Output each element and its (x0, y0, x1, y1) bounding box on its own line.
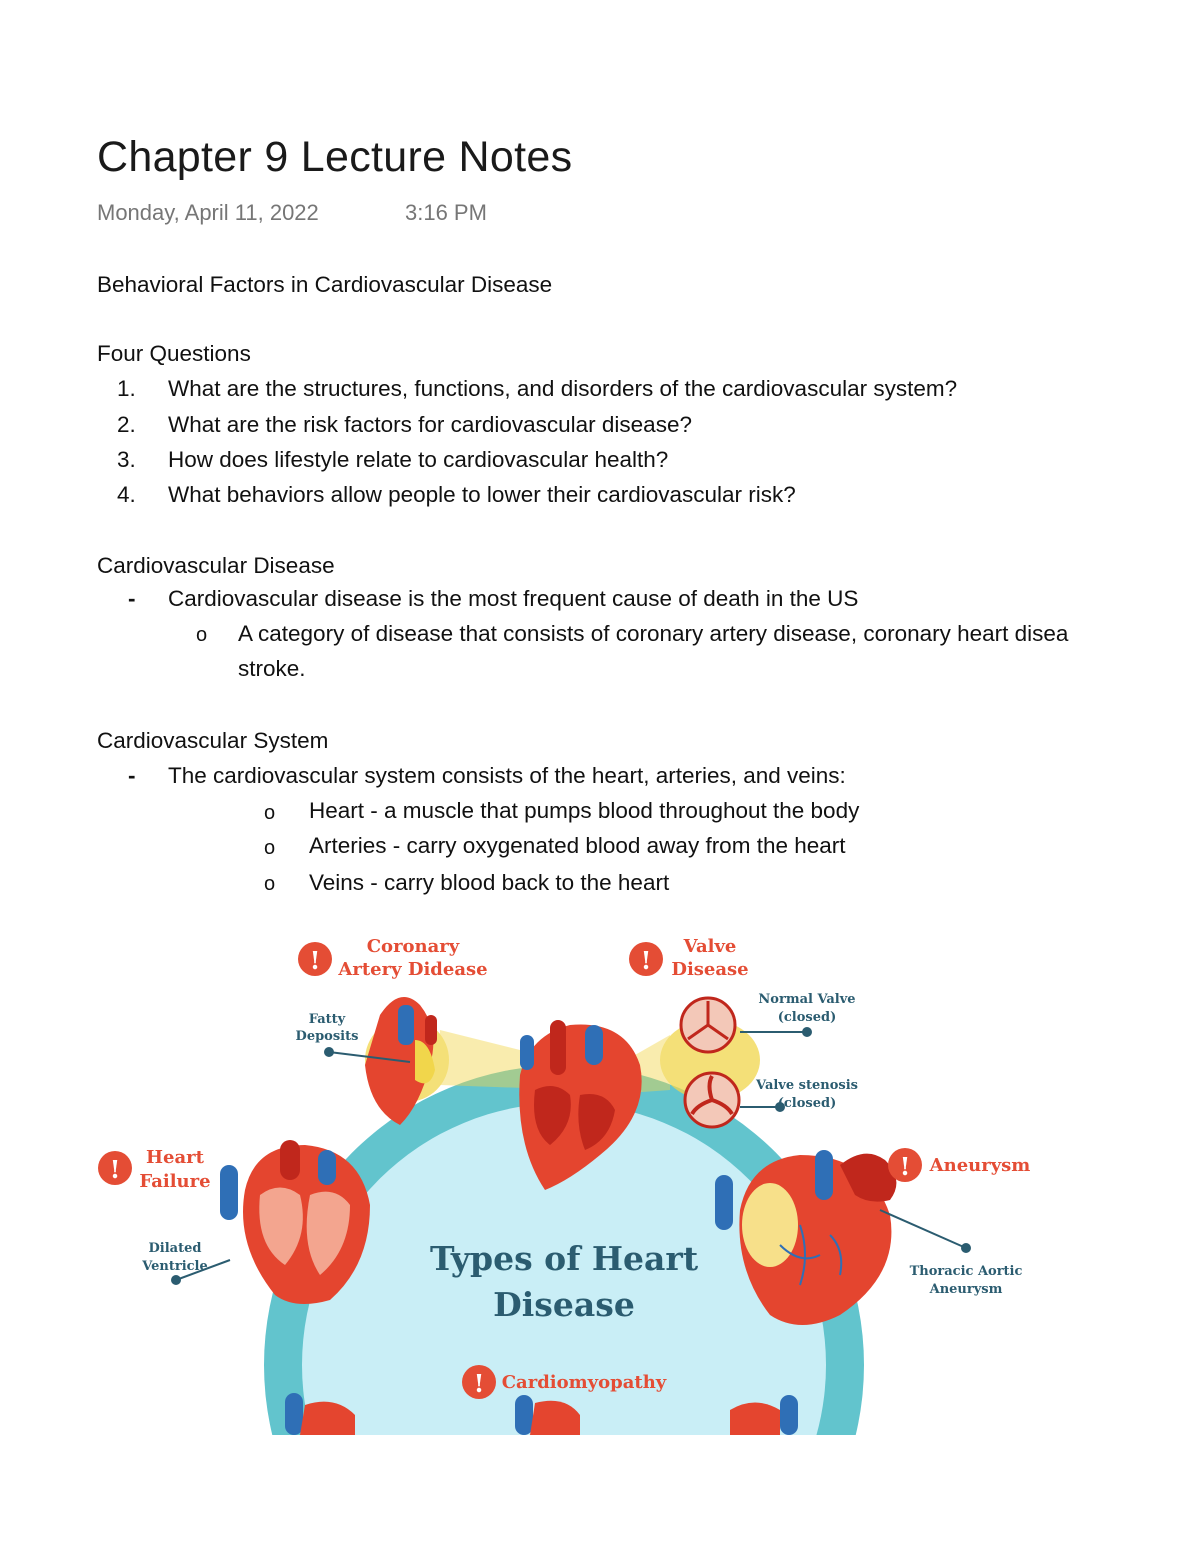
alert-icon (888, 1148, 922, 1182)
heart-failure-label: Heart (146, 1147, 204, 1168)
coronary-label: Artery Didease (338, 959, 488, 980)
valve-stenosis-label: (closed) (777, 1096, 837, 1111)
page-date: Monday, April 11, 2022 (97, 200, 319, 225)
alert-icon (462, 1365, 496, 1399)
circle-bullet: o (264, 802, 276, 824)
cvs-sub-item: Arteries - carry oxygenated blood away from the heart (309, 833, 846, 858)
heart-failure-illustration (220, 1140, 370, 1304)
list-item: What are the structures, functions, and disorders of the cardiovascular system? (168, 376, 958, 401)
cvd-sub-line1: A category of disease that consists of coronary artery disease, coronary heart disea (238, 621, 1069, 646)
valve-disease-label: Valve (683, 936, 737, 957)
cvs-sub-item: Veins - carry blood back to the heart (309, 870, 670, 895)
list-item: How does lifestyle relate to cardiovascular health? (168, 447, 669, 472)
list-number: 3. (117, 447, 136, 472)
page-title: Chapter 9 Lecture Notes (97, 133, 573, 181)
fatty-deposits-label: Deposits (295, 1029, 359, 1044)
infographic-svg (80, 925, 1060, 1435)
cvd-bullet: Cardiovascular disease is the most frequent cause of death in the US (168, 586, 859, 611)
fatty-deposits-label: Fatty (308, 1012, 346, 1027)
list-number: 2. (117, 412, 136, 437)
thoracic-aortic-aneurysm-label: Thoracic Aortic (909, 1264, 1023, 1279)
list-item: What are the risk factors for cardiovascular disease? (168, 412, 692, 437)
coronary-label: Coronary (366, 936, 460, 957)
cvs-sub-item: Heart - a muscle that pumps blood throughout the body (309, 798, 860, 823)
cvs-heading: Cardiovascular System (97, 728, 329, 753)
svg-text:!: ! (473, 1369, 485, 1398)
circle-bullet: o (196, 624, 208, 646)
valve-stenosis-diagram (685, 1073, 739, 1127)
dilated-ventricle-label: Dilated (148, 1241, 202, 1256)
svg-text:!: ! (309, 946, 321, 975)
cvd-sub-line2: stroke. (238, 656, 306, 681)
normal-valve-label: Normal Valve (758, 992, 856, 1007)
aneurysm-label: Aneurysm (929, 1155, 1031, 1176)
dash-bullet: - (128, 586, 136, 611)
cvd-heading: Cardiovascular Disease (97, 553, 335, 578)
alert-icon (98, 1151, 132, 1185)
normal-valve-label: (closed) (777, 1010, 837, 1025)
alert-icon (298, 942, 332, 976)
four-questions-heading: Four Questions (97, 341, 251, 366)
circle-bullet: o (264, 837, 276, 859)
heart-failure-label: Failure (139, 1171, 211, 1192)
valve-disease-label: Disease (671, 959, 749, 980)
svg-text:!: ! (899, 1152, 911, 1181)
svg-text:!: ! (640, 946, 652, 975)
normal-valve-diagram (681, 998, 735, 1052)
circle-bullet: o (264, 873, 276, 895)
alert-icon (629, 942, 663, 976)
dilated-ventricle-label: Ventricle (142, 1259, 208, 1274)
heart-disease-infographic (80, 925, 1060, 1435)
dash-bullet: - (128, 763, 136, 788)
valve-stenosis-label: Valve stenosis (756, 1078, 858, 1093)
list-number: 1. (117, 376, 136, 401)
cvs-bullet: The cardiovascular system consists of the heart, arteries, and veins: (168, 763, 846, 788)
infographic-title: Types of Heart (429, 1239, 699, 1278)
thoracic-aortic-aneurysm-label: Aneurysm (929, 1282, 1003, 1297)
cardiomyopathy-label: Cardiomyopathy (501, 1372, 667, 1393)
list-number: 4. (117, 482, 136, 507)
section-heading: Behavioral Factors in Cardiovascular Disease (97, 272, 553, 297)
infographic-title: Disease (493, 1285, 635, 1324)
list-item: What behaviors allow people to lower their cardiovascular risk? (168, 482, 796, 507)
page-time: 3:16 PM (405, 200, 487, 225)
svg-text:!: ! (109, 1155, 121, 1184)
